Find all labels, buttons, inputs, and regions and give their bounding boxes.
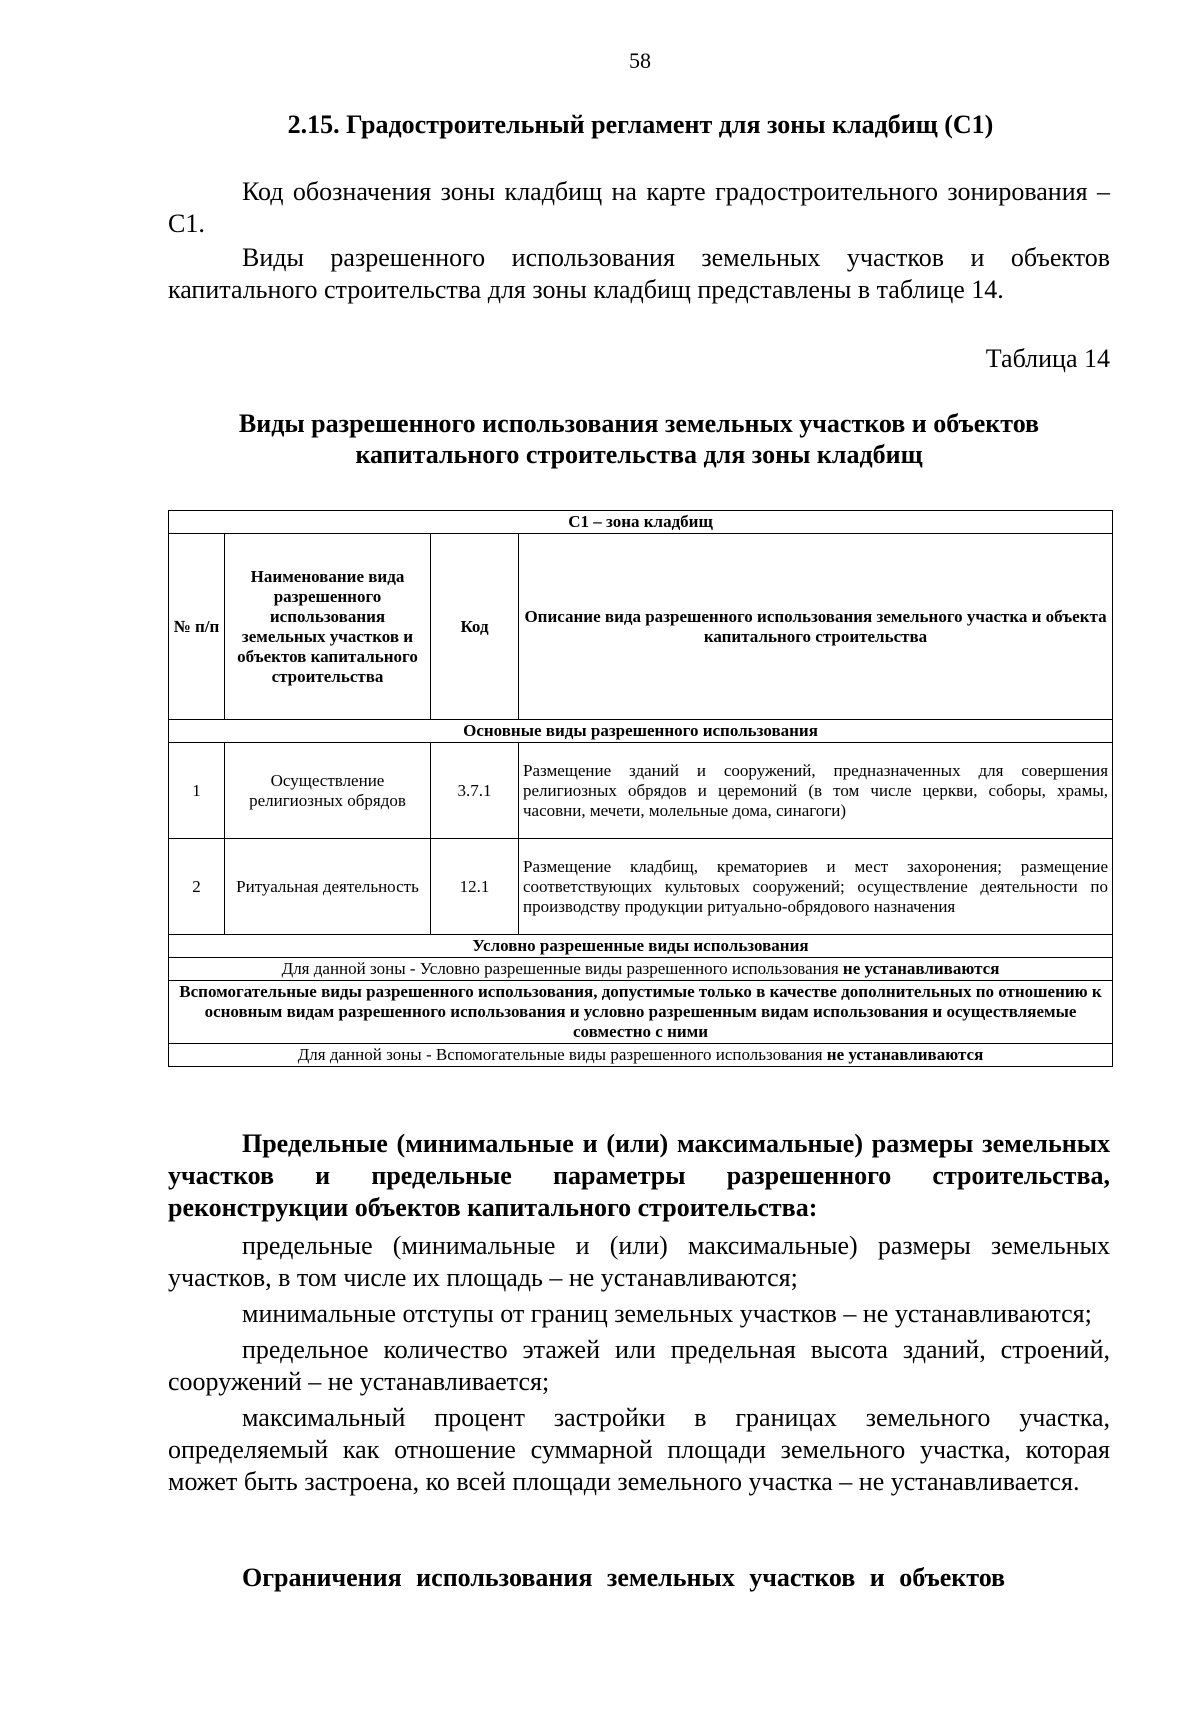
row-num: 1 [169, 743, 225, 839]
table-caption: Таблица 14 [985, 344, 1110, 373]
auxiliary-section-row [169, 981, 1113, 1044]
row-name: Осуществление религиозных обрядов [225, 743, 431, 839]
row-code: 3.7.1 [431, 743, 519, 839]
conditional-note-row [169, 958, 1113, 981]
auxiliary-note-emphasis: не устанавливаются [826, 1045, 984, 1064]
header-description: Описание вида разрешенного использования земельного участка и объекта капитального строительства [519, 534, 1113, 720]
conditional-note [169, 958, 1113, 981]
zone-header-row [169, 511, 1113, 534]
conditional-section-row [169, 935, 1113, 958]
list-item: предельные (минимальные и (или) максимальные) размеры земельных участков, в том числе их площадь – не устанавливаются; [168, 1231, 1110, 1292]
list-item: предельное количество этажей или предельная высота зданий, строений, сооружений – не устанавливается; [168, 1335, 1110, 1396]
land-use-table [168, 510, 1113, 1067]
table-reference-paragraph: Виды разрешенного использования земельных участков и объектов капитального строительства для зоны кладбищ представлены в таблице 14. [168, 243, 1110, 304]
page-number: 58 [629, 48, 651, 73]
auxiliary-note-text: Для данной зоны - Вспомогательные виды разрешенного использования [297, 1045, 827, 1064]
row-description: Размещение зданий и сооружений, предназначенных для совершения религиозных обрядов и церемоний (в том числе церкви, соборы, храмы, часовни, мечети, молельные дома, синагоги) [519, 743, 1113, 839]
header-num: № п/п [169, 534, 225, 720]
limits-list [168, 1230, 1110, 1502]
limits-heading: Предельные (минимальные и (или) максимальные) размеры земельных участков и предельные параметры разрешенного строительства, реконструкции объектов капитального строительства: [168, 1129, 1110, 1222]
table-title: Виды разрешенного использования земельных участков и объектов капитального строительства для зоны кладбищ [238, 409, 1040, 469]
auxiliary-note [169, 1044, 1113, 1067]
main-section-row [169, 720, 1113, 743]
header-code: Код [431, 534, 519, 720]
table-row [169, 839, 1113, 935]
list-item: максимальный процент застройки в границах земельного участка, определяемый как отношение суммарной площади земельного участка, которая может быть застроена, ко всей площади земельного участка – не устанавливается. [168, 1403, 1110, 1496]
header-name: Наименование вида разрешенного использования земельных участков и объектов капитального строительства [225, 534, 431, 720]
restrictions-heading: Ограничения использования земельных участков и объектов [242, 1563, 1006, 1592]
column-header-row [169, 534, 1113, 720]
row-description: Размещение кладбищ, крематориев и мест захоронения; размещение соответствующих культовых сооружений; осуществление деятельности по производству продукции ритуально-обрядового назначения [519, 839, 1113, 935]
zone-code-paragraph: Код обозначения зоны кладбищ на карте градостроительного зонирования – С1. [168, 177, 1110, 238]
zone-header: С1 – зона кладбищ [169, 511, 1113, 534]
section-title: 2.15. Градостроительный регламент для зоны кладбищ (С1) [287, 110, 994, 139]
main-section-label: Основные виды разрешенного использования [169, 720, 1113, 743]
row-name: Ритуальная деятельность [225, 839, 431, 935]
conditional-note-text: Для данной зоны - Условно разрешенные виды разрешенного использования [281, 959, 843, 978]
row-code: 12.1 [431, 839, 519, 935]
auxiliary-note-row [169, 1044, 1113, 1067]
table-row [169, 743, 1113, 839]
row-num: 2 [169, 839, 225, 935]
list-item: минимальные отступы от границ земельных участков – не устанавливаются; [242, 1299, 1092, 1328]
auxiliary-section-label: Вспомогательные виды разрешенного использования, допустимые только в качестве дополнительных по отношению к основным видам разрешенного использования и условно разрешенным видам использования и осуществляемые совместно с ними [169, 981, 1113, 1044]
conditional-section-label: Условно разрешенные виды использования [169, 935, 1113, 958]
conditional-note-emphasis: не устанавливаются [842, 959, 1000, 978]
